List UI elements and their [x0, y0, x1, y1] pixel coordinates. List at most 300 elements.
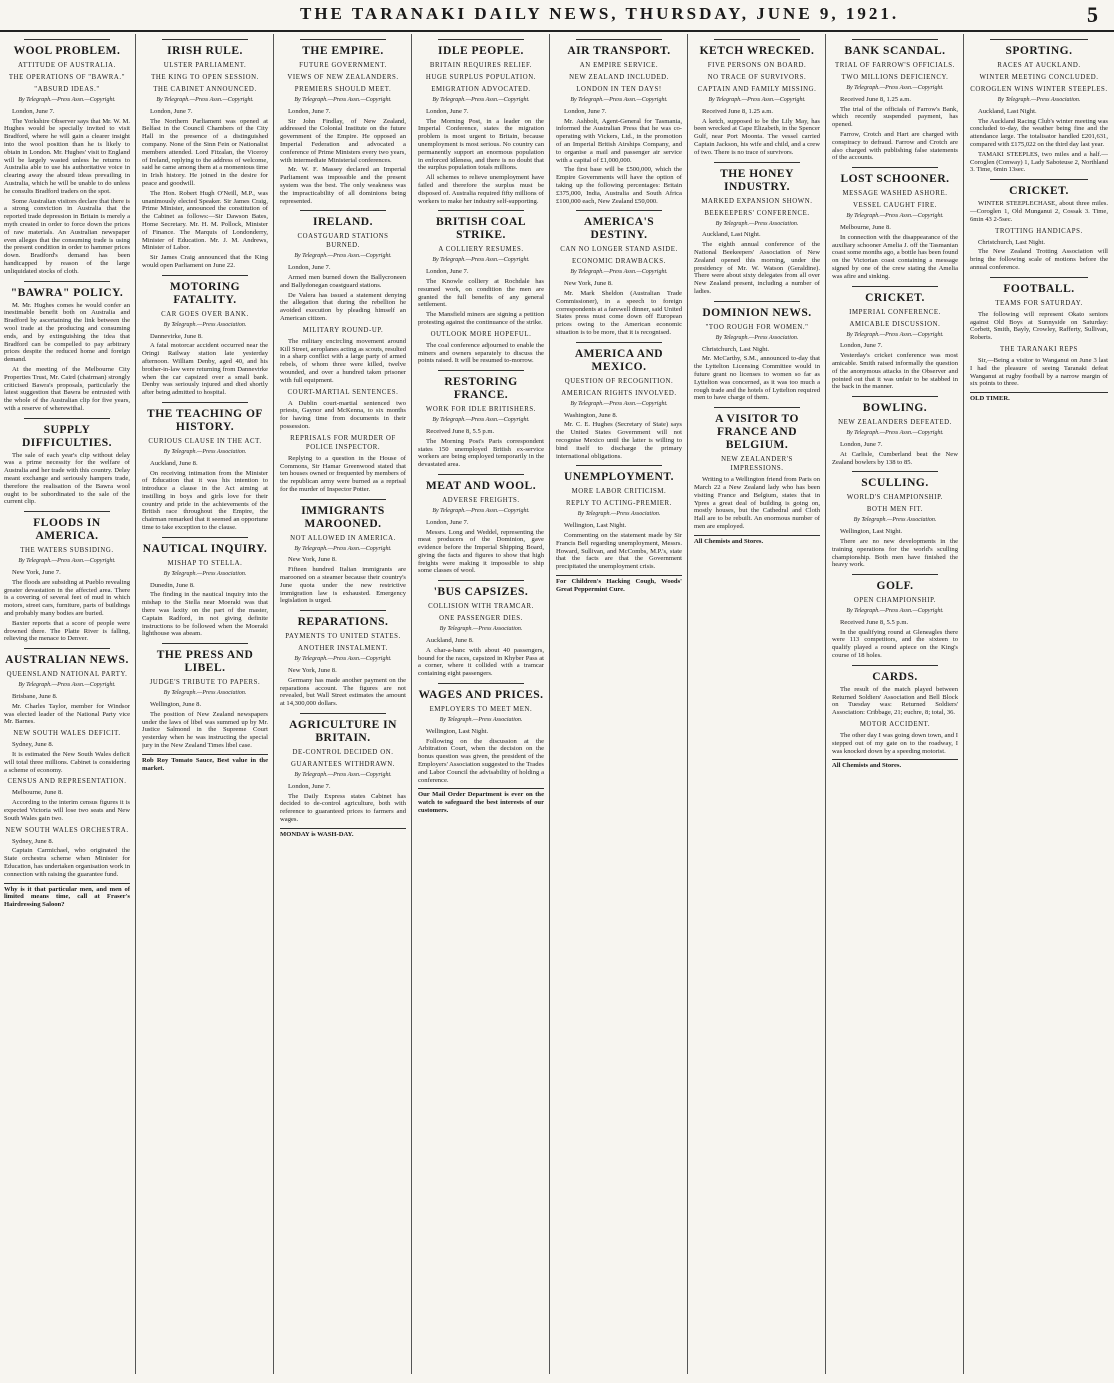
- article: [142, 39, 268, 270]
- article: [4, 826, 130, 879]
- dateline: Auckland, Last Night.: [978, 107, 1037, 115]
- article: [556, 342, 682, 461]
- article-subheading: RACES AT AUCKLAND.: [997, 62, 1081, 69]
- article-subheading: WORK FOR IDLE BRITISHERS.: [425, 406, 537, 414]
- article-paragraph: De Valera has issued a statement denying the allegation that during the rebellion he avoided execution by pleading himself an American citizen.: [280, 291, 406, 322]
- column-rule: [687, 34, 688, 1374]
- article-paragraph: The following will represent Okato seniors against Old Boys at Sunnyside on Saturday: Corbett, Smith, Bayly, Crowley, Rafferty, Sullivan, Roberts.: [970, 310, 1108, 342]
- article-headline: AUSTRALIAN NEWS.: [5, 654, 129, 667]
- article-subheading: BEEKEEPERS' CONFERENCE.: [704, 209, 810, 217]
- article-headline: "BAWRA" POLICY.: [10, 286, 124, 299]
- article-subheading: CURIOUS CLAUSE IN THE ACT.: [148, 437, 262, 445]
- wire-credit: By Telegraph.—Press Association.: [163, 448, 247, 455]
- article-subheading: ULSTER PARLIAMENT.: [163, 62, 247, 69]
- column-3: [280, 34, 406, 1374]
- dateline: London, June 7.: [426, 268, 469, 276]
- article: [418, 580, 544, 678]
- article-paragraph: Fifteen hundred Italian immigrants are marooned on a steamer because their country's June quota under the new restrictive immigration law is exhausted. Emergency legislation is urged.: [280, 566, 406, 605]
- article-subheading: TROTTING HANDICAPS.: [995, 227, 1083, 235]
- article-paragraph: A char-a-banc with about 40 passengers, bound for the races, capsized in Khyber Pass at a corner, where it collided with a tramcar containing eight passengers.: [418, 646, 544, 678]
- column-1: [4, 34, 130, 1374]
- article-headline: IRISH RULE.: [167, 45, 243, 57]
- column-rule: [135, 34, 136, 1374]
- article: [280, 610, 406, 708]
- article: [4, 777, 130, 822]
- article-paragraph: The Northern Parliament was opened at Belfast in the Council Chambers of the City Hall in the presence of a distinguished company. None of the Sinn Fein or Nationalist members attended. Lord Fitzalan, the Viceroy of Ireland, replying to the address of welcome, said he came among them at a momentous time in Irish history. He joined in the desire for peace and goodwill.: [142, 117, 268, 187]
- article-paragraph: Mr. Charles Taylor, member for Windsor was elected leader of the National Party vice Mr. Barnes.: [4, 702, 130, 726]
- article-subheading: OUTLOOK MORE HOPEFUL.: [430, 330, 532, 338]
- article-subheading: HUGE SURPLUS POPULATION.: [425, 74, 537, 81]
- article: [4, 39, 130, 276]
- article-subheading: THE WATERS SUBSIDING.: [20, 547, 114, 555]
- article-paragraph: WINTER STEEPLECHASE, about three miles.—Coroglen 1, Old Munganui 2, Cossak 3. Time, 6min 43 2-5sec.: [970, 200, 1108, 223]
- article-paragraph: In connection with the disappearance of the auxiliary schooner Amelia J. off the Tasmanian coast some months ago, a bottle has been found on the Victorian coast containing a message signed by one of the crew stating the Amelia was afire and sinking.: [832, 233, 958, 280]
- dateline: New York, June 8.: [288, 556, 337, 564]
- article-paragraph: The Morning Post, in a leader on the Imperial Conference, states the migration problem is most urgent to Britain, because unemployment is most serious. No country can permanently support an enormous population in enforced idleness, and there is no doubt that the surplus population totals millions.: [418, 117, 544, 172]
- article-paragraph: Mr. C. E. Hughes (Secretary of State) says the United States Government will not recognise Mexico until the latter is willing to bind itself to discharge the primary international obligations.: [556, 421, 682, 460]
- article-headline: AGRICULTURE IN BRITAIN.: [289, 719, 397, 745]
- wire-credit: By Telegraph.—Press Assn.—Copyright.: [846, 331, 944, 338]
- wire-credit: By Telegraph.—Press Assn.—Copyright.: [846, 213, 944, 220]
- article-headline: AMERICA'S DESTINY.: [583, 216, 655, 242]
- article-paragraph: The trial of the officials of Farrow's Bank, which recently suspended payment, has opened.: [832, 105, 958, 129]
- article-subheading: NEW SOUTH WALES ORCHESTRA.: [5, 826, 129, 834]
- dateline: London, June 7.: [426, 107, 469, 115]
- article-headline: BRITISH COAL STRIKE.: [435, 216, 527, 242]
- article-headline: DOMINION NEWS.: [702, 306, 812, 319]
- article: [970, 345, 1108, 388]
- advertisement-line: All Chemists and Stores.: [694, 535, 820, 546]
- article: [4, 418, 130, 507]
- article-subheading: COLLISION WITH TRAMCAR.: [428, 603, 534, 611]
- article-subheading: MESSAGE WASHED ASHORE.: [842, 190, 948, 198]
- article: [694, 162, 820, 296]
- article-subheading: TWO MILLIONS DEFICIENCY.: [841, 74, 949, 81]
- page-number: 5: [1087, 2, 1098, 27]
- article-subheading: OPEN CHAMPIONSHIP.: [853, 597, 937, 605]
- article-headline: IMMIGRANTS MAROONED.: [301, 504, 385, 530]
- wire-credit: By Telegraph.—Press Association.: [715, 220, 799, 227]
- article-subheading: VESSEL CAUGHT FIRE.: [852, 202, 938, 210]
- article-headline: FOOTBALL.: [1003, 282, 1075, 295]
- article-subheading: CAN NO LONGER STAND ASIDE.: [560, 246, 678, 254]
- article-subheading: THE CABINET ANNOUNCED.: [153, 86, 257, 93]
- article-paragraph: A Dublin court-martial sentenced two priests, Gaynor and McKenna, to six months for having time from documents in their possession.: [280, 399, 406, 430]
- dateline: Received June 8, 1.25 a.m.: [702, 107, 774, 115]
- column-7: [832, 34, 958, 1374]
- wire-credit: By Telegraph.—Press Assn.—Copyright.: [432, 417, 530, 424]
- article-subheading: QUEENSLAND NATIONAL PARTY.: [6, 671, 128, 679]
- article: [556, 210, 682, 336]
- article-subheading: NEW SOUTH WALES DEFICIT.: [13, 730, 121, 738]
- article-paragraph: The New Zealand Trotting Association will bring the following scale of motions before the annual conference.: [970, 248, 1108, 271]
- dateline: Auckland, June 8.: [426, 637, 474, 645]
- dateline: London, June 7.: [840, 440, 883, 448]
- wire-credit: By Telegraph.—Press Association.: [997, 97, 1081, 103]
- wire-credit: By Telegraph.—Press Assn.—Copyright.: [18, 558, 116, 565]
- article-paragraph: A fatal motorcar accident occurred near the Oringi Railway station late yesterday afternoon. William Denby, aged 40, and his brother-in-law were returning from Dannevirke when the car capsized over a small bank. Denby was seriously injured and died shortly after being admitted to hospital.: [142, 342, 268, 397]
- article-paragraph: Writing to a Wellington friend from Paris on March 22 a New Zealand lady who has been visiting France and Belgium, states that in Ypres a great deal of building is going on, mostly houses, but the Cathedral and Cloth Hall are to be rebuilt. An enormous number of men are employed.: [694, 476, 820, 530]
- article-paragraph: Some Australian visitors declare that there is a strong conviction in Australia that the reported trade depression in Britain is merely a myth created in order to force down the prices of raw materials. An Australian newspaper even alleges that the consuming trade is using the present condition in order to hammer prices down. Bradford's demand has been handicapped by reason of the large unliquidated stocks of cloth.: [4, 197, 130, 275]
- article-subheading: JUDGE'S TRIBUTE TO PAPERS.: [149, 679, 261, 687]
- article-paragraph: Mr. McCarthy, S.M., announced to-day that the Lyttelton Licensing Committee would in future grant no licenses to women so far as Lyttelton was concerned, as it was too much a rough trade and the hotels of Lyttelton required men to have charge of them.: [694, 355, 820, 402]
- article-headline: A VISITOR TO FRANCE AND BELGIUM.: [715, 413, 799, 452]
- article-paragraph: The Mansfield miners are signing a petition protesting against the continuance of the strike.: [418, 311, 544, 326]
- article: [280, 499, 406, 606]
- dateline: London, June 7.: [840, 342, 883, 350]
- article-paragraph: Messrs. Long and Weddel, representing the meat producers of the Dominion, gave evidence before the Imperial Shipping Board, giving the facts and figures to show that high freights were making it impossible to ship some classes of wool.: [418, 528, 544, 575]
- article-paragraph: The Knowle colliery at Rochdale has resumed work, on condition the men are granted the full benefits of any general settlement.: [418, 277, 544, 309]
- article-paragraph: The Yorkshire Observer says that Mr. W. M. Hughes would be specially invited to visit Bradford, where he will gain a clearer insight into the wool position than he is likely to obtain in London. Mr. Hughes' visit to England will be largely wasted unless he returns to Australia able to use his authoritative voice in clearing away the absurd ideas prevailing in Australia, which he will be unable to do unless he consults Bradford traders on the spot.: [4, 117, 130, 195]
- article-headline: MOTORING FATALITY.: [169, 280, 241, 306]
- wire-credit: By Telegraph.—Press Association.: [439, 626, 523, 633]
- article-headline: GOLF.: [876, 580, 914, 593]
- dateline: Wellington, Last Night.: [840, 528, 903, 536]
- article: [694, 301, 820, 402]
- masthead: [0, 0, 1114, 32]
- article-paragraph: Germany has made another payment on the reparations account. The figures are not revealed, but Wall Street estimates the amount at 14,300,000 dollars.: [280, 676, 406, 708]
- article: [280, 326, 406, 385]
- article: [4, 511, 130, 643]
- article-headline: IRELAND.: [313, 216, 373, 229]
- article-headline: BOWLING.: [862, 402, 928, 415]
- article: [832, 471, 958, 569]
- article-headline: SPORTING.: [1005, 45, 1073, 57]
- dateline: Brisbane, June 8.: [12, 693, 58, 701]
- article-paragraph: Commenting on the statement made by Sir Francis Bell regarding unemployment, Messrs. Howard, Sullivan, and McCombs, M.P.'s, state that the facts are that the Government precipitated the unemployment crisis.: [556, 531, 682, 571]
- article-subheading: NOT ALLOWED IN AMERICA.: [290, 534, 396, 542]
- article-paragraph: The Morning Post's Paris correspondent states 150 unemployed British ex-service workers are being employed temporarily in the devastated area.: [418, 437, 544, 469]
- dateline: London, June 7.: [288, 264, 331, 272]
- article: [4, 729, 130, 774]
- article-paragraph: In the qualifying round at Gleneagles there were 113 competitors, and the sixteen to qualify played a round apiece on the King's course of 18 holes.: [832, 628, 958, 660]
- wire-credit: By Telegraph.—Press Assn.—Copyright.: [846, 608, 944, 615]
- article-paragraph: According to the interim census figures it is expected Victoria will lose two seats and New South Wales gain two.: [4, 799, 130, 822]
- article-subheading: BOTH MEN FIT.: [866, 506, 924, 514]
- article: [832, 574, 958, 660]
- article-headline: SCULLING.: [861, 477, 929, 490]
- article: [418, 210, 544, 326]
- wire-credit: By Telegraph.—Press Assn.—Copyright.: [294, 772, 392, 779]
- wire-credit: By Telegraph.—Press Assn.—Copyright.: [570, 400, 668, 407]
- article-subheading: THE KING TO OPEN SESSION.: [151, 74, 259, 81]
- column-8: [970, 34, 1108, 1374]
- article-subheading: REPRISALS FOR MURDER OF POLICE INSPECTOR.: [290, 434, 396, 451]
- article-paragraph: The Daily Express states Cabinet has decided to de-control agriculture, both with reference to guaranteed prices to farmers and wages.: [280, 792, 406, 824]
- article: [970, 227, 1108, 272]
- dateline: London, June 7.: [288, 782, 331, 790]
- article-headline: MEAT AND WOOL.: [425, 479, 537, 492]
- article-paragraph: The other day I was going down town, and I stepped out of my gate on to the roadway, I was knocked down by a speeding motorist.: [832, 732, 958, 755]
- column-4: [418, 34, 544, 1374]
- article-subheading: ADVERSE FREIGHTS.: [442, 496, 520, 504]
- article-paragraph: Following on the discussion at the Arbitration Court, when the decision on the bonus question was given, the president of the Employers' Association suggested to the Trades and Labor Council the advisability of holding a conference.: [418, 737, 544, 784]
- article-subheading: EMIGRATION ADVOCATED.: [431, 86, 531, 93]
- column-6: [694, 34, 820, 1374]
- article-subheading: ANOTHER INSTALMENT.: [298, 645, 388, 653]
- article-paragraph: All schemes to relieve unemployment have failed and therefore the surplus must be disposed of. Australia required fifty millions of workers to make her industry self-supporting.: [418, 174, 544, 205]
- article-subheading: FIVE PERSONS ON BOARD.: [707, 62, 807, 69]
- wire-credit: By Telegraph.—Press Association.: [439, 717, 523, 724]
- article: [694, 39, 820, 157]
- dateline: Sydney, June 8.: [12, 837, 54, 845]
- article: [832, 167, 958, 280]
- wire-credit: By Telegraph.—Press Assn.—Copyright.: [18, 97, 116, 103]
- article-subheading: VIEWS OF NEW ZEALANDERS.: [287, 74, 399, 81]
- dateline: New York, June 8.: [564, 280, 613, 288]
- article-subheading: COURT-MARTIAL SENTENCES.: [287, 388, 399, 396]
- dateline: Auckland, June 8.: [150, 459, 198, 467]
- article-subheading: AMICABLE DISCUSSION.: [849, 320, 941, 328]
- article-subheading: LONDON IN TEN DAYS!: [576, 86, 662, 93]
- advertisement-line: MONDAY is WASH-DAY.: [280, 828, 406, 839]
- column-rule: [273, 34, 274, 1374]
- article: [832, 720, 958, 755]
- column-5: [556, 34, 682, 1374]
- wire-credit: By Telegraph.—Press Assn.—Copyright.: [432, 257, 530, 264]
- article-subheading: THE OPERATIONS OF "BAWRA.": [8, 74, 126, 81]
- wire-credit: By Telegraph.—Press Assn.—Copyright.: [294, 545, 392, 552]
- article-paragraph: The coal conference adjourned to enable the miners and owners separately to discuss the points raised. It will be resumed to-morrow.: [418, 341, 544, 365]
- article-subheading: "TOO ROUGH FOR WOMEN.": [705, 323, 809, 331]
- article-paragraph: Yesterday's cricket conference was most amicable. Smith raised informally the question of the anonymous attacks in the Observer and pointed out that it was unfair to be stabbed in the back in the manner.: [832, 352, 958, 391]
- dateline: New York, June 7.: [12, 569, 61, 577]
- article: [418, 474, 544, 575]
- article-subheading: MORE LABOR CRITICISM.: [571, 488, 667, 496]
- dateline: Wellington, Last Night.: [426, 727, 489, 735]
- article: [142, 643, 268, 750]
- article: [694, 407, 820, 531]
- article-headline: WOOL PROBLEM.: [13, 45, 121, 57]
- article-paragraph: Mr. Ashbolt, Agent-General for Tasmania, informed the Australian Press that he was co-operating with Vickers, Ltd., in the promotion of an Imperial British Airships Company, and to organise a mail and passenger air service with a capital of £1,000,000.: [556, 117, 682, 164]
- article-headline: THE HONEY INDUSTRY.: [720, 167, 794, 193]
- dateline: Melbourne, June 8.: [12, 789, 63, 797]
- article-subheading: NEW ZEALAND INCLUDED.: [569, 74, 669, 81]
- article-headline: BANK SCANDAL.: [844, 45, 946, 57]
- article: [556, 465, 682, 571]
- article-subheading: ECONOMIC DRAWBACKS.: [572, 258, 666, 266]
- article-subheading: WINTER MEETING CONCLUDED.: [979, 74, 1099, 81]
- article-subheading: FUTURE GOVERNMENT.: [299, 62, 387, 69]
- advertisement-line: OLD TIMER.: [970, 392, 1108, 403]
- article-headline: 'BUS CAPSIZES.: [433, 586, 529, 599]
- article-paragraph: Mr. Mark Sheldon (Australian Trade Commissioner), in a speech to foreign correspondents at a farewell dinner, said United States press must come down off European prices owing to the American economic situation is to be more, that it is recognised.: [556, 289, 682, 336]
- article-headline: NAUTICAL INQUIRY.: [142, 542, 268, 555]
- article: [970, 277, 1108, 342]
- dateline: Dannevirke, June 8.: [150, 332, 203, 340]
- article-headline: SUPPLY DIFFICULTIES.: [21, 423, 113, 449]
- article-headline: AMERICA AND MEXICO.: [574, 347, 664, 373]
- dateline: Received June 8, 5.5 p.m.: [840, 618, 909, 626]
- article-paragraph: Sir John Findlay, of New Zealand, addressed the Colonial Institute on the future government of the Empire. He opposed an Imperial Federation and advocated a conference of Prime Ministers every two years, with intermediate Ministerial conferences.: [280, 117, 406, 164]
- article-paragraph: The position of New Zealand newspapers under the laws of libel was summed up by Mr. Justice Salmond in the Supreme Court yesterday when he was instructing the special jury in the New Zealand Times libel case.: [142, 710, 268, 750]
- article-subheading: DE-CONTROL DECIDED ON.: [292, 749, 394, 757]
- article: [832, 665, 958, 717]
- article: [4, 648, 130, 726]
- article-subheading: TEAMS FOR SATURDAY.: [995, 299, 1083, 307]
- article-subheading: COROGLEN WINS WINTER STEEPLES.: [970, 86, 1108, 93]
- article: [832, 39, 958, 162]
- article-subheading: ATTITUDE OF AUSTRALIA.: [18, 62, 116, 69]
- article: [556, 39, 682, 205]
- wire-credit: By Telegraph.—Press Association.: [853, 517, 937, 524]
- article-paragraph: Farrow, Crotch and Hart are charged with conspiracy to defraud. Farrow and Crotch are also charged with publishing false statements of the accounts.: [832, 130, 958, 162]
- article-paragraph: Sir James Craig announced that the King would open Parliament on June 22.: [142, 254, 268, 269]
- dateline: Dunedin, June 8.: [150, 581, 195, 589]
- article: [280, 434, 406, 494]
- article-subheading: COASTGUARD STATIONS BURNED.: [297, 233, 389, 250]
- dateline: Wellington, Last Night.: [564, 522, 627, 530]
- article: [142, 402, 268, 532]
- article: [280, 713, 406, 824]
- article-subheading: A COLLIERY RESUMES.: [438, 246, 524, 254]
- article: [970, 39, 1108, 174]
- article-paragraph: Replying to a question in the House of Commons, Sir Hamar Greenwood stated that ten houses owned or frequented by members of the republican army were burned as a reprisal for the murder of Inspector Potter.: [280, 454, 406, 493]
- article-paragraph: The Auckland Racing Club's winter meeting was concluded to-day, the weather being fine and the attendance large. The totalisator handled £201,631, compared with £175,022 on the third day last year.: [970, 117, 1108, 148]
- dateline: Sydney, June 8.: [12, 741, 54, 749]
- article-subheading: EMPLOYERS TO MEET MEN.: [429, 706, 533, 714]
- article: [418, 39, 544, 205]
- article-paragraph: There are no new developments in the training operations for the world's sculling championship. Both men have finished the heavy work.: [832, 537, 958, 569]
- column-rule: [549, 34, 550, 1374]
- dateline: Received June 8, 5.5 p.m.: [426, 427, 495, 435]
- dateline: London, June 7.: [12, 107, 55, 115]
- article-paragraph: The sale of each year's clip without delay was a prime necessity for the welfare of Australia and her trade with this country. Delay meant exchange and seriously hampers trade, therefore the realisation of the Bawra wool ought to be subordinated to the sale of the current clip.: [4, 451, 130, 506]
- dateline: Christchurch, Last Night.: [978, 238, 1046, 246]
- article: [418, 683, 544, 784]
- dateline: New York, June 8.: [288, 667, 337, 675]
- dateline: London, June 7.: [564, 107, 607, 115]
- article-subheading: BRITAIN REQUIRES RELIEF.: [429, 62, 533, 69]
- article-subheading: MOTOR ACCIDENT.: [859, 721, 931, 729]
- column-rule: [411, 34, 412, 1374]
- advertisement-line: Our Mail Order Department is ever on the watch to safeguard the best interests of our customers.: [418, 788, 544, 814]
- wire-credit: By Telegraph.—Press Association.: [577, 511, 661, 518]
- article-headline: THE PRESS AND LIBEL.: [156, 649, 254, 675]
- article-paragraph: Captain Carmichael, who originated the State orchestra scheme when Minister for Education, has undertaken organisation work in connection with raising the guarantee fund.: [4, 847, 130, 878]
- dateline: London, June 7.: [288, 107, 331, 115]
- article-subheading: AMERICAN RIGHTS INVOLVED.: [561, 389, 677, 397]
- article: [418, 330, 544, 365]
- article-subheading: IMPERIAL CONFERENCE.: [849, 308, 941, 316]
- article: [142, 537, 268, 638]
- article-subheading: CAPTAIN AND FAMILY MISSING.: [697, 86, 817, 93]
- article-subheading: "ABSURD IDEAS.": [34, 86, 100, 93]
- article-subheading: THE TARANAKI REPS: [1000, 345, 1078, 353]
- advertisement-line: For Children's Hacking Cough, Woods' Great Peppermint Cure.: [556, 575, 682, 594]
- article-subheading: PREMIERS SHOULD MEET.: [294, 86, 392, 93]
- article-subheading: NEW ZEALANDERS DEFEATED.: [838, 419, 952, 427]
- masthead-title: THE TARANAKI DAILY NEWS, THURSDAY, JUNE 9, 1921.: [300, 4, 900, 23]
- wire-credit: By Telegraph.—Press Assn.—Copyright.: [708, 97, 806, 103]
- dateline: Auckland, Last Night.: [702, 231, 761, 239]
- wire-credit: By Telegraph.—Press Assn.—Copyright.: [294, 97, 392, 103]
- article: [280, 39, 406, 205]
- column-2: [142, 34, 268, 1374]
- dateline: Washington, June 8.: [564, 411, 618, 419]
- article-subheading: GUARANTEES WITHDRAWN.: [290, 761, 396, 769]
- dateline: Melbourne, June 8.: [840, 223, 891, 231]
- article-headline: IDLE PEOPLE.: [438, 45, 524, 57]
- wire-credit: By Telegraph.—Press Assn.—Copyright.: [432, 97, 530, 103]
- article: [418, 370, 544, 469]
- wire-credit: By Telegraph.—Press Assn.—Copyright.: [294, 253, 392, 260]
- article-headline: REPARATIONS.: [297, 616, 389, 629]
- article-paragraph: The first base will be £500,000, which the Empire Governments will have the option of taking up the following percentages: Britain £375,000, India, Australia and South Africa £100,000 each, New Zealand £50,000.: [556, 166, 682, 205]
- dateline: London, June 7.: [150, 107, 193, 115]
- dateline: Received June 8, 1.25 a.m.: [840, 95, 912, 103]
- article-headline: CRICKET.: [865, 291, 925, 304]
- wire-credit: By Telegraph.—Press Assn.—Copyright.: [432, 507, 530, 514]
- article: [832, 396, 958, 466]
- article-headline: THE EMPIRE.: [302, 45, 384, 57]
- article-paragraph: Sir,—Being a visitor to Wanganui on June 3 last I had the pleasure of seeing Taranaki defeat Wanganui at rugby football by a narrow margin of six points to three.: [970, 356, 1108, 388]
- article-subheading: TRIAL OF FARROW'S OFFICIALS.: [835, 62, 955, 69]
- article-paragraph: The Hon. Robert Hugh O'Neill, M.P., was unanimously elected Speaker. Sir James Craig, Prime Minister, announced the constitution of the Cabinet as follows:—Sir Dawson Bates, Home Secretary. Mr. H. M. Pollock, Minister of Finance. The Marquis of Londonderry, Minister of Education. Mr. J. M. Andrews, Minister of Labor.: [142, 189, 268, 252]
- wire-credit: By Telegraph.—Press Assn.—Copyright.: [18, 682, 116, 689]
- article-headline: RESTORING FRANCE.: [444, 376, 518, 402]
- article-headline: THE TEACHING OF HISTORY.: [147, 407, 263, 433]
- article-headline: LOST SCHOONER.: [840, 173, 950, 186]
- article-subheading: MILITARY ROUND-UP.: [302, 326, 384, 334]
- advertisement-line: Rob Roy Tomato Sauce, Best value in the market.: [142, 754, 268, 773]
- article-paragraph: The eighth annual conference of the National Beekeepers' Association of New Zealand opened this morning, under the presidency of Mr. W. Watson (Geraldine). There were about sixty delegates from all over New Zealand present, including a number of ladies.: [694, 241, 820, 295]
- wire-credit: By Telegraph.—Press Assn.—Copyright.: [846, 430, 944, 437]
- article-headline: WAGES AND PRICES.: [418, 689, 544, 702]
- advertisement-line: Why is it that particular men, and men of limited means time, call at Fraser's Hairdressing Saloon?: [4, 883, 130, 909]
- article-subheading: REPLY TO ACTING-PREMIER.: [566, 500, 672, 508]
- article-headline: CRICKET.: [1009, 185, 1069, 198]
- article: [280, 388, 406, 431]
- article-subheading: CAR GOES OVER BANK.: [161, 310, 249, 318]
- article-paragraph: At the meeting of the Melbourne City Properties Trust, Mr. Caird (chairman) strongly criticised Bawra's proposals, particularly the latest suggestion that Bawra be entrusted with the whole of the Australian clip for five years, with a reserve of wherewithal.: [4, 365, 130, 412]
- wire-credit: By Telegraph.—Press Association.: [715, 334, 799, 341]
- article-headline: KETCH WRECKED.: [699, 45, 815, 57]
- article-subheading: NEW ZEALANDER'S IMPRESSIONS.: [721, 456, 793, 473]
- article-subheading: QUESTION OF RECOGNITION.: [564, 377, 674, 385]
- wire-credit: By Telegraph.—Press Assn.—Copyright.: [570, 269, 668, 276]
- article-subheading: MISHAP TO STELLA.: [167, 559, 243, 567]
- wire-credit: By Telegraph.—Press Association.: [163, 690, 247, 697]
- article-subheading: AN EMPIRE SERVICE.: [579, 62, 659, 69]
- article: [4, 281, 130, 413]
- article-subheading: MARKED EXPANSION SHOWN.: [701, 197, 813, 205]
- article-paragraph: At Carlisle, Cumberland beat the New Zealand bowlers by 138 to 85.: [832, 450, 958, 466]
- wire-credit: By Telegraph.—Press Association.: [163, 570, 247, 577]
- wire-credit: By Telegraph.—Press Assn.—Copyright.: [294, 656, 392, 663]
- article-paragraph: The result of the match played between Returned Soldiers' Association and Bell Block on Tuesday was: Returned Soldiers' Association: Cribbage, 21; euchre, 8; total, 36.: [832, 685, 958, 717]
- dateline: Wellington, June 8.: [150, 701, 202, 709]
- wire-credit: By Telegraph.—Press Association.: [163, 321, 247, 328]
- article-headline: FLOODS IN AMERICA.: [33, 517, 101, 543]
- article-subheading: WORLD'S CHAMPIONSHIP.: [846, 494, 944, 502]
- article-headline: AIR TRANSPORT.: [567, 45, 671, 57]
- article-paragraph: Baxter reports that a score of people were drowned there. The Platte River is falling, relieving the menace to Denver.: [4, 619, 130, 643]
- article-subheading: CENSUS AND REPRESENTATION.: [7, 778, 127, 786]
- article-subheading: NO TRACE OF SURVIVORS.: [707, 74, 807, 81]
- article-paragraph: M. Mr. Hughes comes he would confer an inestimable benefit both on Australia and Bradford by ascertaining the link between the wool trade at the producing and consuming ends, and by extinguishing the idea that Bradford can be compelled to pay arbitrary prices despite the reduced home and foreign demand.: [4, 301, 130, 364]
- column-rule: [963, 34, 964, 1374]
- article: [280, 210, 406, 322]
- article-paragraph: The military encircling movement around Kill Street, aeroplanes acting as scouts, resulted in a sharp conflict with a large party of armed rebels, of whom three were killed, twelve wounded, and over a hundred taken prisoner with full equipment.: [280, 337, 406, 384]
- article-headline: CARDS.: [872, 670, 918, 683]
- article-subheading: PAYMENTS TO UNITED STATES.: [285, 633, 401, 641]
- wire-credit: By Telegraph.—Press Assn.—Copyright.: [846, 85, 944, 91]
- article: [970, 179, 1108, 223]
- article-paragraph: The finding in the nautical inquiry into the mishap to the Stella near Moeraki was that there was laxity on the part of the master, Captain Radford, in not giving definite instructions to be followed when the Moeraki lighthouse was abeam.: [142, 591, 268, 638]
- article-paragraph: TAMAKI STEEPLES, two miles and a half.—Coroglen (Conway) 1, Lady Saboteuse 2, Northland 3. Time, 6min 13sec.: [970, 150, 1108, 174]
- wire-credit: By Telegraph.—Press Assn.—Copyright.: [570, 97, 668, 103]
